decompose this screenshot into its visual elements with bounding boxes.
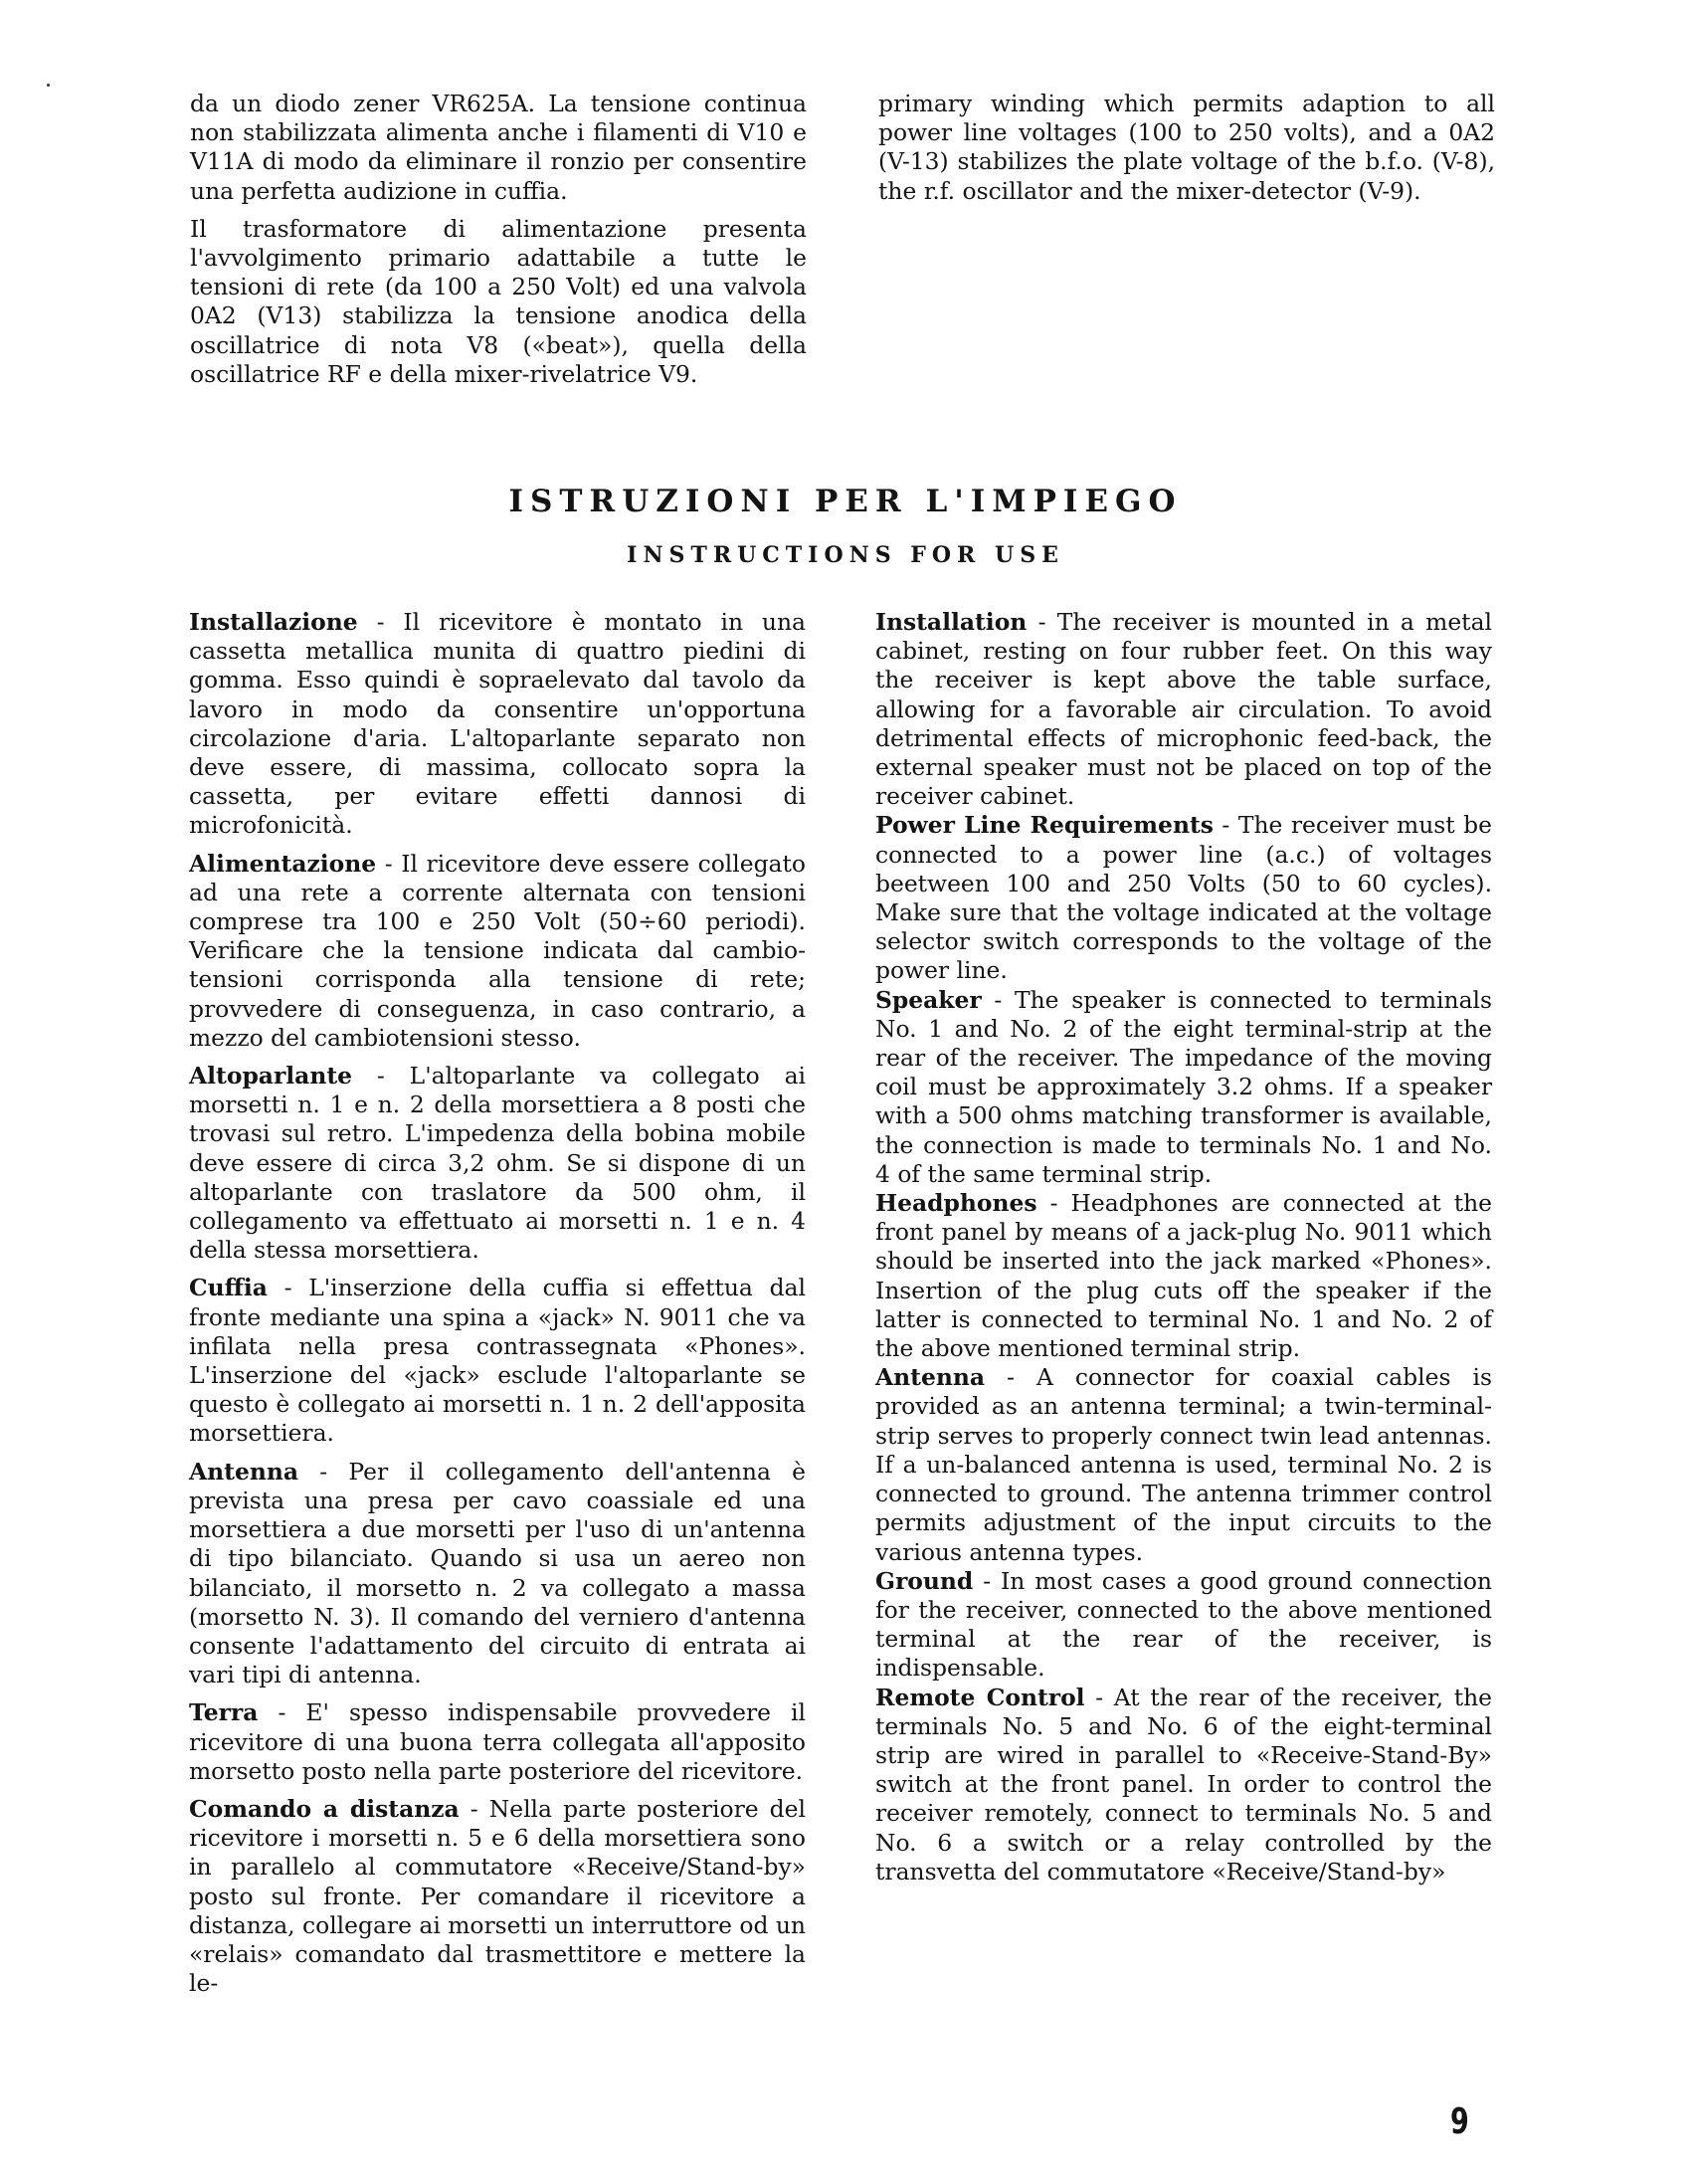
section-text: - Headphones are connected at the front panel by means of a jack-plug No. 9011 which should be inserted into the jack marked «Phones». Insertion of the plug cuts off the speaker if the latter is connected to terminal No. 1 and No. 2 of the above mentioned terminal strip.: [875, 1189, 1492, 1363]
section-remote-control: [875, 1684, 1492, 1886]
section-text: - The speaker is connected to terminals No. 1 and No. 2 of the eight terminal-strip at the rear of the receiver. The impedance of the moving coil must be approximately 3.2 ohms. If a speaker with a 500 ohms matching transformer is available, the connection is made to terminals No. 1 and No. 4 of the same terminal strip.: [875, 985, 1492, 1188]
section-headphones: [875, 1189, 1492, 1363]
section-text: - E' spesso indispensabile provvedere il ricevitore di una buona terra collegata all'apposito morsetto posto nella parte posteriore del ricevitore.: [189, 1698, 806, 1785]
section-terra: [189, 1698, 806, 1786]
paragraph-transformer-en: primary winding which permits adaption to all power line voltages (100 to 250 volts), and a 0A2 (V-13) stabilizes the plate voltage of the b.f.o. (V-8), the r.f. oscillator and the mixer-detector (V-9).: [878, 90, 1495, 205]
section-label: Terra: [189, 1698, 259, 1727]
section-cuffia: [189, 1274, 806, 1448]
section-label: Installation: [875, 608, 1028, 636]
paragraph-zener: da un diodo zener VR625A. La tensione continua non stabilizzata alimenta anche i filamenti di V10 e V11A di modo da eliminare il ronzio per consentire una perfetta audizione in cuffia.: [190, 90, 807, 205]
section-text: - At the rear of the receiver, the terminals No. 5 and No. 6 of the eight-terminal strip are wired in parallel to «Receive-Stand-By» switch at the front panel. In order to control the receiver remotely, connect to terminals No. 5 and No. 6 a switch or a relay controlled by the transvetta del commutatore «Receive/Stand-by»: [875, 1683, 1492, 1886]
section-altoparlante: [189, 1062, 806, 1265]
scan-speck: [47, 84, 50, 87]
section-installazione: [189, 608, 806, 841]
section-text: - Il ricevitore deve essere collegato ad una rete a corrente alternata con tensioni comprese tra 100 e 250 Volt (50÷60 periodi). Verificare che la tensione indicata dal cambio-tensioni corrisponda alla tensione di rete; provvedere di conseguenza, in caso contrario, a mezzo del cambiotensioni stesso.: [189, 849, 806, 1052]
top-left-column: [190, 90, 807, 398]
section-label: Installazione: [189, 608, 358, 636]
section-antenna-en: [875, 1363, 1492, 1566]
paragraph-transformer-it: Il trasformatore di alimentazione presenta l'avvolgimento primario adattabile a tutte le tensioni di rete (da 100 a 250 Volt) ed una valvola 0A2 (V13) stabilizza la tensione anodica della oscillatrice di nota V8 («beat»), quella della oscillatrice RF e della mixer-rivelatrice V9.: [190, 214, 807, 388]
top-right-column: [878, 90, 1495, 215]
section-installation: [875, 608, 1492, 811]
section-label: Cuffia: [189, 1274, 268, 1302]
section-label: Ground: [875, 1566, 974, 1595]
section-text: - The receiver must be connected to a power line (a.c.) of voltages beetween 100 and 250 Volts (50 to 60 cycles). Make sure that the voltage indicated at the voltage selector switch corresponds to the voltage of the power line.: [875, 811, 1492, 985]
section-label: Antenna: [189, 1457, 299, 1486]
section-subtitle: INSTRUCTIONS FOR USE: [627, 542, 1064, 568]
section-text: - L'altoparlante va collegato ai morsetti n. 1 e n. 2 della morsettiera a 8 posti che trovasi sul retro. L'impedenza della bobina mobile deve essere di circa 3,2 ohm. Se si dispone di un altoparlante con traslatore da 500 ohm, il collegamento va effettuato ai morsetti n. 1 e n. 4 della stessa morsettiera.: [189, 1062, 806, 1265]
english-column: [875, 608, 1492, 1886]
section-label: Remote Control: [875, 1683, 1085, 1711]
section-text: - Il ricevitore è montato in una cassetta metallica munita di quattro piedini di gomma. Esso quindi è sopraelevato dal tavolo da lavoro in modo da consentire un'opportuna circolazione d'aria. L'altoparlante separato non deve essere, di massima, collocato sopra la cassetta, per evitare effetti dannosi di microfonicità.: [189, 608, 806, 840]
section-label: Antenna: [875, 1363, 986, 1392]
page-number: 9: [1450, 2101, 1469, 2142]
section-ground: [875, 1567, 1492, 1684]
section-text: - The receiver is mounted in a metal cabinet, resting on four rubber feet. On this way the receiver is kept above the table surface, allowing for a favorable air circulation. To avoid detrimental effects of microphonic feed-back, the external speaker must not be placed on top of the receiver cabinet.: [875, 608, 1492, 811]
section-text: - A connector for coaxial cables is provided as an antenna terminal; a twin-terminal-strip serves to properly connect twin lead antennas. If a un-balanced antenna is used, terminal No. 2 is connected to ground. The antenna trimmer control permits adjustment of the input circuits to the various antenna types.: [875, 1363, 1492, 1566]
section-comando-a-distanza: [189, 1795, 806, 1998]
section-speaker: [875, 986, 1492, 1189]
italian-column: [189, 608, 806, 2007]
section-label: Power Line Requirements: [875, 811, 1214, 840]
section-alimentazione: [189, 850, 806, 1053]
section-power-line-requirements: [875, 811, 1492, 985]
section-text: - In most cases a good ground connection for the receiver, connected to the above mentioned terminal at the rear of the receiver, is indispensable.: [875, 1566, 1492, 1683]
section-label: Speaker: [875, 985, 982, 1014]
section-label: Headphones: [875, 1189, 1037, 1218]
section-text: - Per il collegamento dell'antenna è prevista una presa per cavo coassiale ed una morsettiera a due morsetti per l'uso di un'antenna di tipo bilanciato. Quando si usa un aereo non bilanciato, il morsetto n. 2 va collegato a massa (morsetto N. 3). Il comando del verniero d'antenna consente l'adattamento del circuito di entrata ai vari tipi di antenna.: [189, 1457, 806, 1689]
section-label: Alimentazione: [189, 849, 377, 878]
section-label: Altoparlante: [189, 1062, 353, 1091]
section-title: ISTRUZIONI PER L'IMPIEGO: [508, 484, 1183, 519]
section-antenna-it: [189, 1458, 806, 1690]
section-label: Comando a distanza: [189, 1794, 460, 1823]
section-text: - Nella parte posteriore del ricevitore i morsetti n. 5 e 6 della morsettiera sono in parallelo al commutatore «Receive/Stand-by» posto sul fronte. Per comandare il ricevitore a distanza, collegare ai morsetti un interruttore od un «relais» comandato dal trasmettitore e mettere la le-: [189, 1794, 806, 1998]
section-text: - L'inserzione della cuffia si effettua dal fronte mediante una spina a «jack» N. 9011 che va infilata nella presa contrassegnata «Phones». L'inserzione del «jack» esclude l'altoparlante se questo è collegato ai morsetti n. 1 n. 2 dell'apposita morsettiera.: [189, 1274, 806, 1448]
